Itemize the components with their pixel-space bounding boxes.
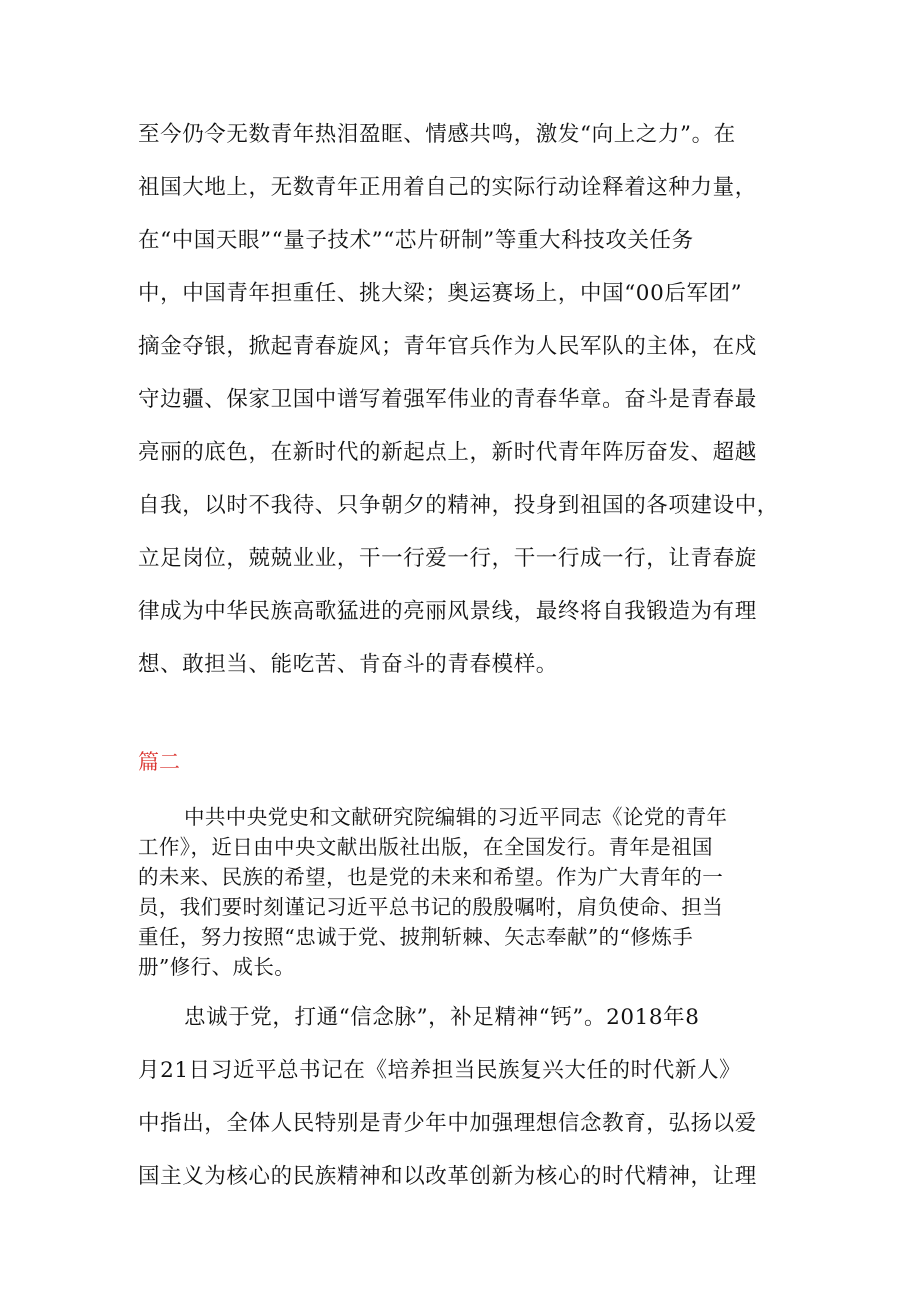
paragraph-2-line: 工作》，近日由中央文献出版社出版，在全国发行。青年是祖国 xyxy=(138,835,713,859)
paragraph-2-line: 中共中央党史和文献研究院编辑的习近平同志《论党的青年 xyxy=(184,805,728,829)
paragraph-1-line: 律成为中华民族高歌猛进的亮丽风景线，最终将自我锻造为有理 xyxy=(138,599,757,624)
paragraph-1-line: 自我，以时不我待、只争朝夕的精神，投身到祖国的各项建设中， xyxy=(138,493,779,518)
section-heading: 篇二 xyxy=(138,750,180,774)
paragraph-3-line: 国主义为核心的民族精神和以改革创新为核心的时代精神，让理 xyxy=(138,1164,757,1189)
paragraph-1-line: 摘金夺银，掀起青春旋风；青年官兵作为人民军队的主体，在戍 xyxy=(138,334,757,359)
paragraph-2-line: 册”修行、成长。 xyxy=(138,955,296,979)
paragraph-2-line: 重任，努力按照“忠诚于党、披荆斩棘、矢志奉献”的“修炼手 xyxy=(138,925,694,949)
paragraph-1-line: 立足岗位，兢兢业业，干一行爱一行，干一行成一行，让青春旋 xyxy=(138,546,757,571)
paragraph-1-line: 亮丽的底色，在新时代的新起点上，新时代青年阵厉奋发、超越 xyxy=(138,440,757,465)
paragraph-3-line: 中指出，全体人民特别是青少年中加强理想信念教育，弘扬以爱 xyxy=(138,1111,757,1136)
paragraph-3-line: 月21日习近平总书记在《培养担当民族复兴大任的时代新人》 xyxy=(138,1058,742,1083)
paragraph-1-line: 守边疆、保家卫国中谱写着强军伟业的青春华章。奋斗是青春最 xyxy=(138,387,757,412)
paragraph-1-line: 想、敢担当、能吃苦、肯奋斗的青春模样。 xyxy=(138,652,558,677)
paragraph-1-line: 在“中国天眼”“量子技术”“芯片研制”等重大科技攻关任务 xyxy=(138,228,694,253)
paragraph-2-line: 员，我们要时刻谨记习近平总书记的殷殷嘱咐，肩负使命、担当 xyxy=(138,895,724,919)
paragraph-3-line: 忠诚于党，打通“信念脉”，补足精神“钙”。2018年8 xyxy=(184,1005,700,1030)
paragraph-1-line: 中，中国青年担重任、挑大梁；奥运赛场上，中国“00后军团” xyxy=(138,281,743,306)
paragraph-1-line: 祖国大地上，无数青年正用着自己的实际行动诠释着这种力量， xyxy=(138,175,757,200)
paragraph-2-line: 的未来、民族的希望，也是党的未来和希望。作为广大青年的一 xyxy=(138,865,724,889)
paragraph-1-line: 至今仍令无数青年热泪盈眶、情感共鸣，激发“向上之力”。在 xyxy=(138,122,736,147)
